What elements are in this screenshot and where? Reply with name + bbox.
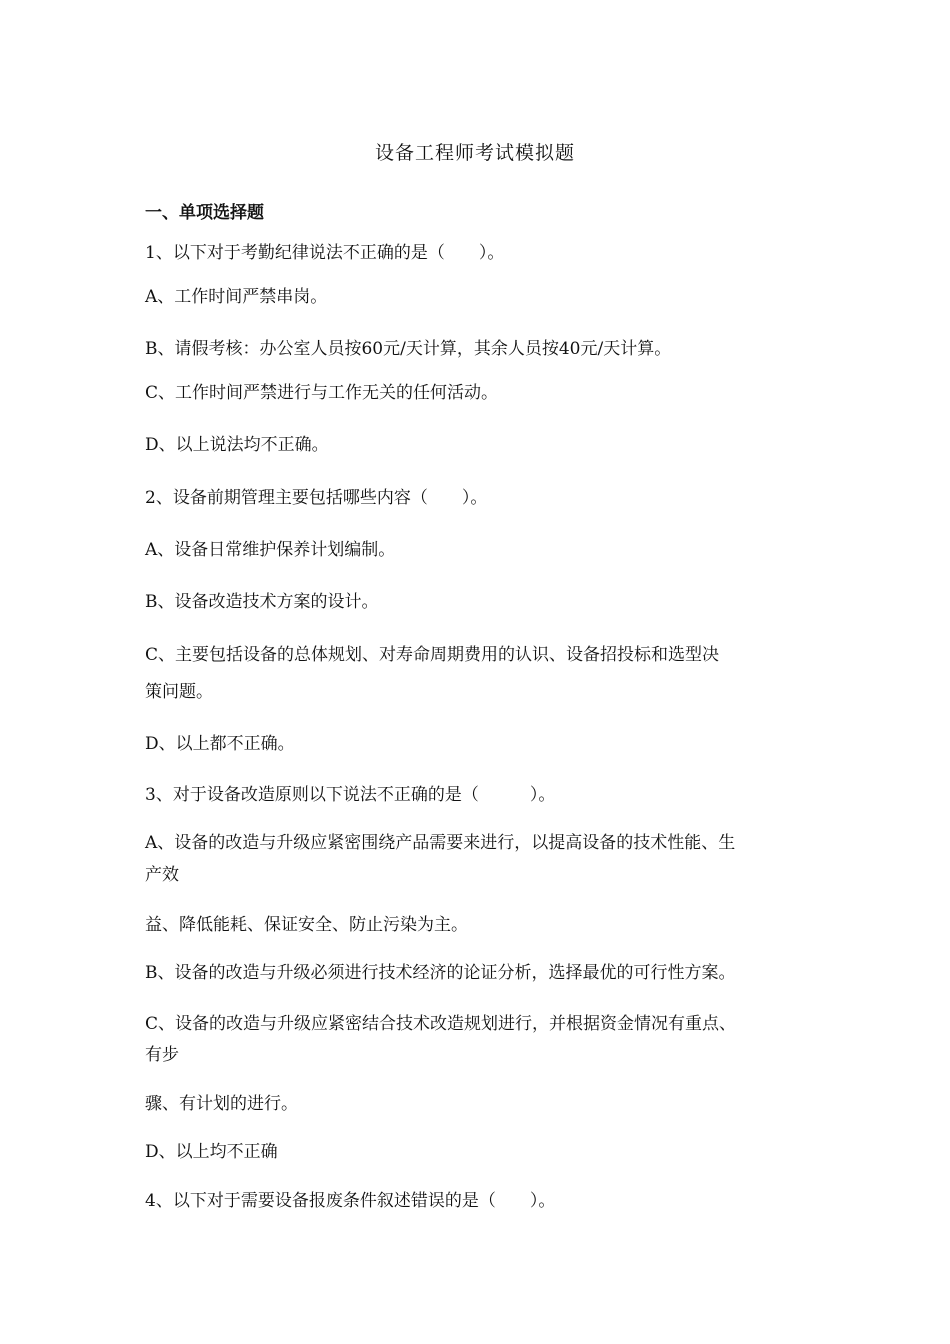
question-1: 1、以下对于考勤纪律说法不正确的是（ ）。 [145, 243, 505, 263]
section-heading: 一、单项选择题 [145, 203, 264, 223]
option-3b: B、设备的改造与升级必须进行技术经济的论证分析，选择最优的可行性方案。 [145, 963, 736, 983]
option-1b: B、请假考核：办公室人员按60元/天计算，其余人员按40元/天计算。 [145, 339, 672, 359]
option-3c-line3: 骤、有计划的进行。 [145, 1094, 298, 1114]
question-4: 4、以下对于需要设备报废条件叙述错误的是（ ）。 [145, 1191, 556, 1211]
document-title: 设备工程师考试模拟题 [374, 142, 575, 164]
option-3a-line1: A、设备的改造与升级应紧密围绕产品需要来进行，以提高设备的技术性能、生 [145, 833, 736, 853]
option-3c-line2: 有步 [145, 1045, 179, 1065]
option-3d: D、以上均不正确 [145, 1142, 278, 1162]
option-2c-line1: C、主要包括设备的总体规划、对寿命周期费用的认识、设备招投标和选型决 [145, 645, 720, 665]
option-3a-line2: 产效 [145, 865, 179, 885]
option-1d: D、以上说法均不正确。 [145, 435, 329, 455]
option-2b: B、设备改造技术方案的设计。 [145, 592, 379, 612]
option-2a: A、设备日常维护保养计划编制。 [145, 540, 396, 560]
option-2d: D、以上都不正确。 [145, 734, 295, 754]
question-3: 3、对于设备改造原则以下说法不正确的是（ ）。 [145, 785, 556, 805]
option-2c-line2: 策问题。 [145, 682, 213, 702]
option-1a: A、工作时间严禁串岗。 [145, 287, 328, 307]
option-3c-line1: C、设备的改造与升级应紧密结合技术改造规划进行，并根据资金情况有重点、 [145, 1014, 737, 1034]
question-2: 2、设备前期管理主要包括哪些内容（ ）。 [145, 488, 488, 508]
option-3a-line3: 益、降低能耗、保证安全、防止污染为主。 [145, 915, 468, 935]
option-1c: C、工作时间严禁进行与工作无关的任何活动。 [145, 383, 499, 403]
